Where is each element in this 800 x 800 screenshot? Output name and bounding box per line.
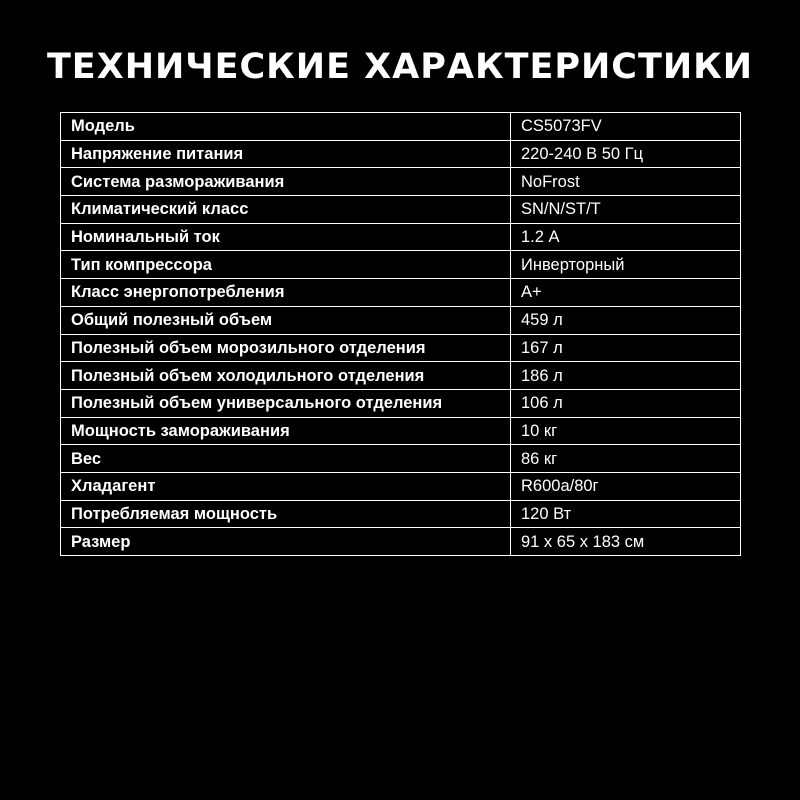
specifications-table: [60, 112, 741, 556]
table-row: [61, 334, 741, 362]
spec-name: Хладагент: [61, 472, 511, 500]
spec-value: 91 х 65 х 183 см: [511, 528, 741, 556]
spec-value: 459 л: [511, 306, 741, 334]
spec-value: Инверторный: [511, 251, 741, 279]
spec-value: SN/N/ST/T: [511, 196, 741, 224]
spec-name: Общий полезный объем: [61, 306, 511, 334]
spec-name: Полезный объем холодильного отделения: [61, 362, 511, 390]
spec-name: Потребляемая мощность: [61, 500, 511, 528]
table-row: [61, 251, 741, 279]
spec-name: Вес: [61, 445, 511, 473]
table-row: [61, 140, 741, 168]
table-row: [61, 306, 741, 334]
table-row: [61, 196, 741, 224]
table-row: [61, 417, 741, 445]
page-title: ТЕХНИЧЕСКИЕ ХАРАКТЕРИСТИКИ: [46, 47, 754, 87]
spec-name: Модель: [61, 113, 511, 141]
spec-name: Климатический класс: [61, 196, 511, 224]
spec-value: 10 кг: [511, 417, 741, 445]
spec-name: Тип компрессора: [61, 251, 511, 279]
table-row: [61, 389, 741, 417]
table-row: [61, 362, 741, 390]
table-row: [61, 223, 741, 251]
spec-name: Класс энергопотребления: [61, 279, 511, 307]
spec-name: Полезный объем морозильного отделения: [61, 334, 511, 362]
table-row: [61, 168, 741, 196]
spec-value: 220-240 В 50 Гц: [511, 140, 741, 168]
spec-name: Полезный объем универсального отделения: [61, 389, 511, 417]
spec-value: 167 л: [511, 334, 741, 362]
spec-value: 106 л: [511, 389, 741, 417]
spec-value: 120 Вт: [511, 500, 741, 528]
spec-value: NoFrost: [511, 168, 741, 196]
table-row: [61, 279, 741, 307]
spec-value: 86 кг: [511, 445, 741, 473]
spec-value: А+: [511, 279, 741, 307]
spec-name: Система размораживания: [61, 168, 511, 196]
table-row: [61, 500, 741, 528]
table-row: [61, 528, 741, 556]
spec-value: R600a/80г: [511, 472, 741, 500]
table-row: [61, 113, 741, 141]
spec-value: 1.2 А: [511, 223, 741, 251]
spec-name: Напряжение питания: [61, 140, 511, 168]
spec-value: 186 л: [511, 362, 741, 390]
spec-name: Мощность замораживания: [61, 417, 511, 445]
spec-name: Размер: [61, 528, 511, 556]
table-row: [61, 445, 741, 473]
table-row: [61, 472, 741, 500]
spec-name: Номинальный ток: [61, 223, 511, 251]
spec-value: CS5073FV: [511, 113, 741, 141]
